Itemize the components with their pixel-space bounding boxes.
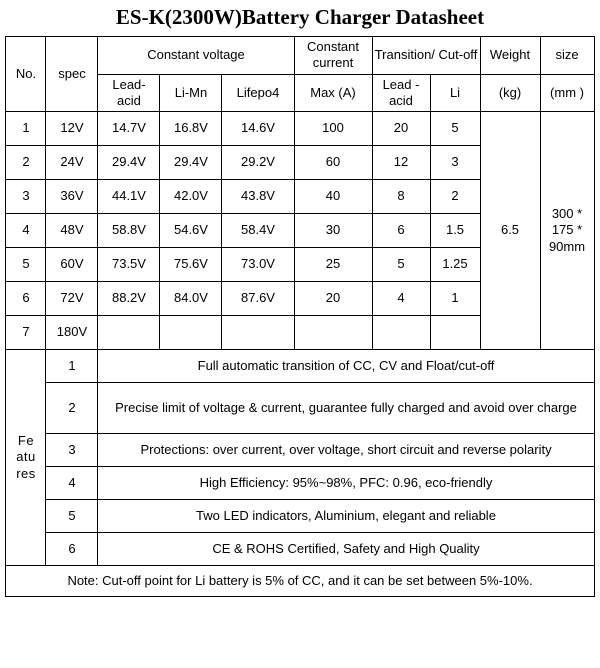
cell-transition-lead: 6 — [372, 214, 430, 248]
cell-transition-li: 5 — [430, 112, 480, 146]
cell-lifepo4: 43.8V — [222, 180, 294, 214]
cell-lead-acid: 73.5V — [98, 248, 160, 282]
cell-transition-li: 1.5 — [430, 214, 480, 248]
header-constant-voltage: Constant voltage — [98, 37, 294, 75]
cell-transition-li — [430, 316, 480, 350]
note-text: Note: Cut-off point for Li battery is 5% of CC, and it can be set between 5%-10%. — [6, 566, 594, 597]
cell-lifepo4: 29.2V — [222, 146, 294, 180]
feature-no: 1 — [46, 350, 98, 383]
cell-lead-acid: 44.1V — [98, 180, 160, 214]
cell-no: 4 — [6, 214, 46, 248]
cell-li-mn: 54.6V — [160, 214, 222, 248]
cell-spec: 24V — [46, 146, 98, 180]
cell-spec: 36V — [46, 180, 98, 214]
cell-lifepo4: 73.0V — [222, 248, 294, 282]
cell-lead-acid: 29.4V — [98, 146, 160, 180]
cell-size: 300 * 175 * 90mm — [540, 112, 594, 350]
cell-max-current: 40 — [294, 180, 372, 214]
cell-transition-li: 2 — [430, 180, 480, 214]
feature-no: 3 — [46, 434, 98, 467]
cell-max-current: 100 — [294, 112, 372, 146]
cell-no: 7 — [6, 316, 46, 350]
feature-text: Two LED indicators, Aluminium, elegant and reliable — [98, 500, 594, 533]
header-transition-cutoff: Transition/ Cut-off — [372, 37, 480, 75]
cell-transition-lead: 4 — [372, 282, 430, 316]
cell-transition-lead: 8 — [372, 180, 430, 214]
cell-spec: 60V — [46, 248, 98, 282]
header-lifepo4: Lifepo4 — [222, 74, 294, 112]
cell-spec: 12V — [46, 112, 98, 146]
cell-no: 6 — [6, 282, 46, 316]
cell-no: 2 — [6, 146, 46, 180]
feature-no: 2 — [46, 383, 98, 434]
cell-lead-acid — [98, 316, 160, 350]
features-row — [6, 383, 594, 434]
cell-transition-lead — [372, 316, 430, 350]
feature-no: 6 — [46, 533, 98, 566]
features-row — [6, 533, 594, 566]
cell-no: 5 — [6, 248, 46, 282]
cell-max-current: 30 — [294, 214, 372, 248]
header-size-unit: (mm ) — [540, 74, 594, 112]
datasheet-table — [5, 36, 594, 597]
table-header-row-1 — [6, 37, 594, 75]
cell-spec: 48V — [46, 214, 98, 248]
cell-lead-acid: 14.7V — [98, 112, 160, 146]
feature-text: Full automatic transition of CC, CV and Float/cut-off — [98, 350, 594, 383]
header-size: size — [540, 37, 594, 75]
header-transition-li: Li — [430, 74, 480, 112]
cell-lifepo4: 58.4V — [222, 214, 294, 248]
cell-transition-lead: 12 — [372, 146, 430, 180]
cell-max-current: 60 — [294, 146, 372, 180]
cell-transition-li: 3 — [430, 146, 480, 180]
feature-text: Precise limit of voltage & current, guarantee fully charged and avoid over charge — [98, 383, 594, 434]
header-weight: Weight — [480, 37, 540, 75]
features-row — [6, 434, 594, 467]
header-max-a: Max (A) — [294, 74, 372, 112]
feature-text: High Efficiency: 95%~98%, PFC: 0.96, eco-friendly — [98, 467, 594, 500]
features-row — [6, 467, 594, 500]
header-li-mn: Li-Mn — [160, 74, 222, 112]
cell-transition-li: 1.25 — [430, 248, 480, 282]
cell-lead-acid: 88.2V — [98, 282, 160, 316]
feature-no: 4 — [46, 467, 98, 500]
cell-lifepo4: 14.6V — [222, 112, 294, 146]
cell-spec: 180V — [46, 316, 98, 350]
cell-no: 1 — [6, 112, 46, 146]
header-no: No. — [6, 37, 46, 112]
features-row — [6, 350, 594, 383]
cell-li-mn: 16.8V — [160, 112, 222, 146]
header-spec: spec — [46, 37, 98, 112]
cell-weight: 6.5 — [480, 112, 540, 350]
cell-lifepo4 — [222, 316, 294, 350]
cell-li-mn: 75.6V — [160, 248, 222, 282]
features-row — [6, 500, 594, 533]
note-row — [6, 566, 594, 597]
cell-li-mn: 84.0V — [160, 282, 222, 316]
feature-text: Protections: over current, over voltage, short circuit and reverse polarity — [98, 434, 594, 467]
cell-transition-lead: 5 — [372, 248, 430, 282]
header-lead-acid: Lead-acid — [98, 74, 160, 112]
table-row — [6, 112, 594, 146]
cell-max-current: 25 — [294, 248, 372, 282]
feature-no: 5 — [46, 500, 98, 533]
header-constant-current: Constant current — [294, 37, 372, 75]
cell-lifepo4: 87.6V — [222, 282, 294, 316]
cell-transition-li: 1 — [430, 282, 480, 316]
cell-transition-lead: 20 — [372, 112, 430, 146]
cell-no: 3 — [6, 180, 46, 214]
page-title: ES-K(2300W)Battery Charger Datasheet — [115, 5, 485, 29]
header-transition-lead-acid: Lead -acid — [372, 74, 430, 112]
header-weight-unit: (kg) — [480, 74, 540, 112]
features-label: Fe atu res — [6, 350, 46, 566]
cell-spec: 72V — [46, 282, 98, 316]
cell-lead-acid: 58.8V — [98, 214, 160, 248]
feature-text: CE & ROHS Certified, Safety and High Quality — [98, 533, 594, 566]
cell-max-current: 20 — [294, 282, 372, 316]
cell-max-current — [294, 316, 372, 350]
cell-li-mn: 29.4V — [160, 146, 222, 180]
cell-li-mn: 42.0V — [160, 180, 222, 214]
cell-li-mn — [160, 316, 222, 350]
